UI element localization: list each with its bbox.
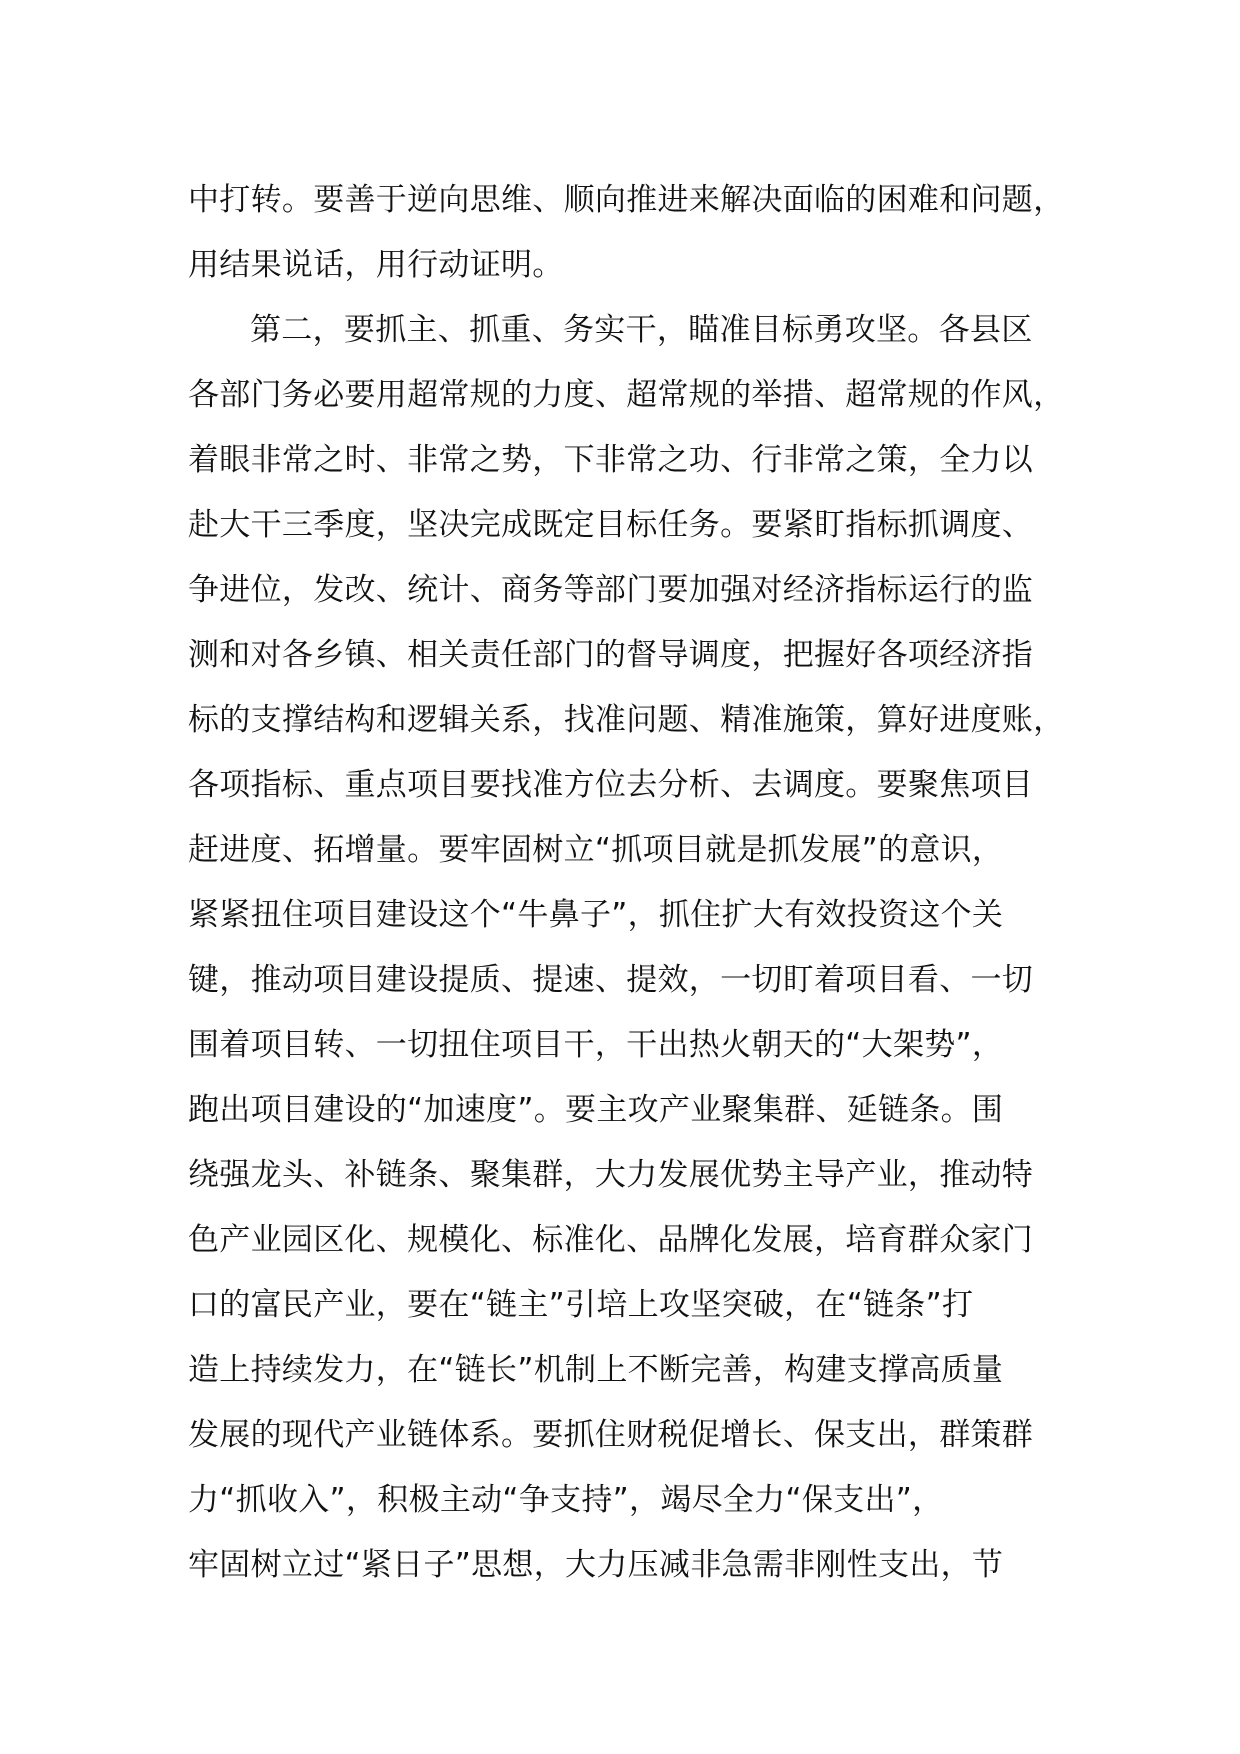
text-line: 键，推动项目建设提质、提速、提效，一切盯着项目看、一切 bbox=[188, 962, 1034, 998]
text-line: 标的支撑结构和逻辑关系，找准问题、精准施策，算好进度账， bbox=[188, 702, 1065, 738]
text-line: 赴大干三季度，坚决完成既定目标任务。要紧盯指标抓调度、 bbox=[188, 507, 1034, 543]
text-line: 发展的现代产业链体系。要抓住财税促增长、保支出，群策群 bbox=[188, 1417, 1034, 1453]
text-line: 力“抓收入”，积极主动“争支持”，竭尽全力“保支出”， bbox=[188, 1482, 944, 1518]
text-line: 各项指标、重点项目要找准方位去分析、去调度。要聚焦项目 bbox=[188, 767, 1034, 803]
text-line: 测和对各乡镇、相关责任部门的督导调度，把握好各项经济指 bbox=[188, 637, 1034, 673]
body-text bbox=[188, 168, 1088, 1598]
text-line: 各部门务必要用超常规的力度、超常规的举措、超常规的作风， bbox=[188, 377, 1065, 413]
text-line: 牢固树立过“紧日子”思想，大力压减非急需非刚性支出，节 bbox=[188, 1547, 1004, 1583]
text-line: 中打转。要善于逆向思维、顺向推进来解决面临的困难和问题， bbox=[188, 182, 1065, 218]
text-line: 跑出项目建设的“加速度”。要主攻产业聚集群、延链条。围 bbox=[188, 1092, 1004, 1128]
text-line: 赶进度、拓增量。要牢固树立“抓项目就是抓发展”的意识， bbox=[188, 832, 1004, 868]
text-line: 绕强龙头、补链条、聚集群，大力发展优势主导产业，推动特 bbox=[188, 1157, 1034, 1193]
text-line: 争进位，发改、统计、商务等部门要加强对经济指标运行的监 bbox=[188, 572, 1034, 608]
text-line: 口的富民产业，要在“链主”引培上攻坚突破，在“链条”打 bbox=[188, 1287, 974, 1323]
paragraph-start-line: 第二，要抓主、抓重、务实干，瞄准目标勇攻坚。各县区 bbox=[250, 312, 1033, 348]
text-line: 造上持续发力，在“链长”机制上不断完善，构建支撑高质量 bbox=[188, 1352, 1004, 1388]
text-line: 用结果说话，用行动证明。 bbox=[188, 247, 564, 283]
text-line: 围着项目转、一切扭住项目干，干出热火朝天的“大架势”， bbox=[188, 1027, 1004, 1063]
text-line: 紧紧扭住项目建设这个“牛鼻子”，抓住扩大有效投资这个关 bbox=[188, 897, 1004, 933]
text-line: 着眼非常之时、非常之势，下非常之功、行非常之策，全力以 bbox=[188, 442, 1034, 478]
text-line: 色产业园区化、规模化、标准化、品牌化发展，培育群众家门 bbox=[188, 1222, 1034, 1258]
